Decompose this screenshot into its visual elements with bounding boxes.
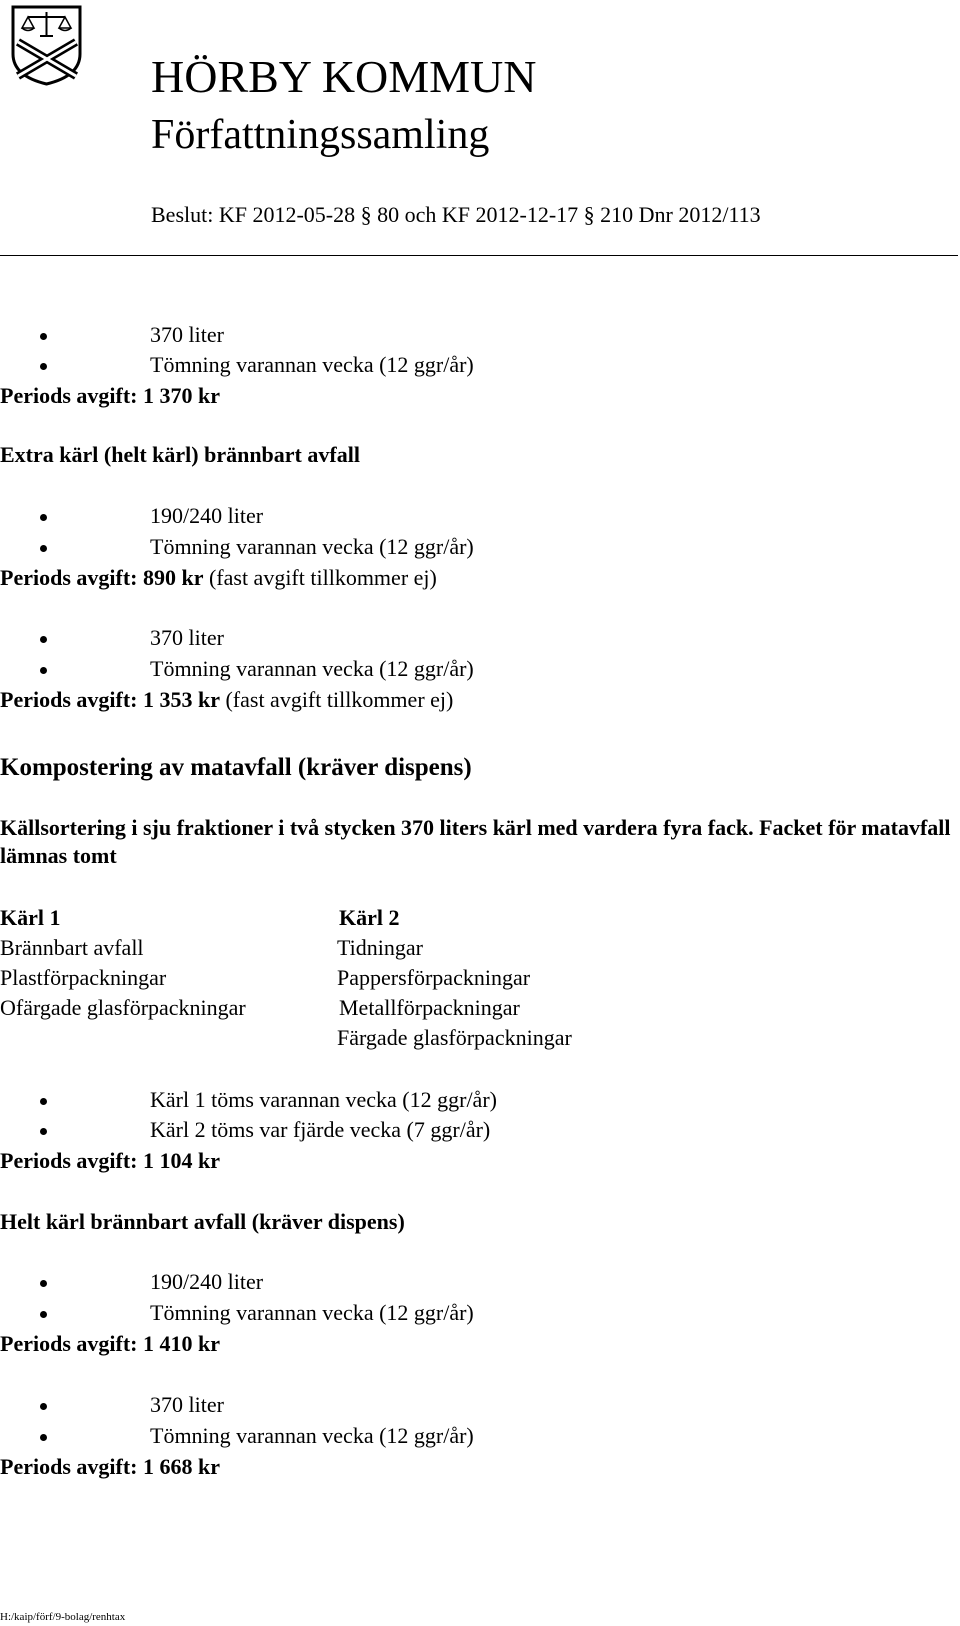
- section-heading: Kompostering av matavfall (kräver dispens): [0, 754, 472, 781]
- bullet-icon: [40, 636, 47, 643]
- bin-2-item: Pappersförpackningar: [337, 965, 531, 990]
- period-fee-note: (fast avgift tillkommer ej): [219, 687, 454, 712]
- section-heading: Helt kärl brännbart avfall (kräver dispens): [0, 1209, 405, 1234]
- bin-1-item: Plastförpackningar: [0, 965, 167, 990]
- municipality-title: HÖRBY KOMMUN: [151, 51, 537, 102]
- bullet-icon: [40, 1403, 47, 1410]
- list-item: Tömning varannan vecka (12 ggr/år): [150, 534, 474, 559]
- bullet-icon: [40, 1128, 47, 1135]
- period-fee: Periods avgift: 1 668 kr: [0, 1454, 220, 1479]
- bin-2-item: Tidningar: [337, 935, 423, 960]
- list-item: Kärl 1 töms varannan vecka (12 ggr/år): [150, 1087, 497, 1112]
- list-item: Tömning varannan vecka (12 ggr/år): [150, 656, 474, 681]
- period-fee: [0, 564, 437, 592]
- list-item: Tömning varannan vecka (12 ggr/år): [150, 1300, 474, 1325]
- period-fee: Periods avgift: 1 370 kr: [0, 383, 220, 408]
- coat-of-arms-icon: [10, 4, 83, 86]
- period-fee-note: (fast avgift tillkommer ej): [203, 565, 437, 590]
- bin-2-item: Metallförpackningar: [339, 995, 520, 1020]
- period-fee: Periods avgift: 1 410 kr: [0, 1331, 220, 1356]
- bullet-icon: [40, 1280, 47, 1287]
- header-divider: [0, 255, 958, 256]
- bullet-icon: [40, 1311, 47, 1318]
- period-fee-amount: Periods avgift: 890 kr: [0, 565, 204, 590]
- list-item: Tömning varannan vecka (12 ggr/år): [150, 1423, 474, 1448]
- bullet-icon: [40, 514, 47, 521]
- period-fee-amount: Periods avgift: 1 353 kr: [0, 687, 220, 712]
- period-fee: [0, 686, 453, 714]
- bin-1-item: Brännbart avfall: [0, 935, 144, 960]
- bullet-icon: [40, 363, 47, 370]
- decision-line: Beslut: KF 2012-05-28 § 80 och KF 2012-12-17 § 210 Dnr 2012/113: [151, 202, 761, 227]
- bin-2-item: Färgade glasförpackningar: [337, 1025, 572, 1050]
- bullet-icon: [40, 333, 47, 340]
- bullet-icon: [40, 667, 47, 674]
- list-item: 190/240 liter: [150, 503, 264, 528]
- bullet-icon: [40, 545, 47, 552]
- period-fee: Periods avgift: 1 104 kr: [0, 1148, 220, 1173]
- file-path-footer: H:/kaip/förf/9-bolag/renhtax: [0, 1611, 126, 1623]
- list-item: 190/240 liter: [150, 1269, 264, 1294]
- list-item: Tömning varannan vecka (12 ggr/år): [150, 352, 474, 377]
- list-item: 370 liter: [150, 1392, 224, 1417]
- list-item: 370 liter: [150, 322, 224, 347]
- bullet-icon: [40, 1098, 47, 1105]
- bin-2-heading: Kärl 2: [339, 905, 400, 930]
- collection-subtitle: Författningssamling: [151, 112, 490, 158]
- sorting-description: Källsortering i sju fraktioner i två stycken 370 liters kärl med vardera fyra fack. Facket för matavfall lämnas tomt: [0, 815, 951, 868]
- bullet-icon: [40, 1434, 47, 1441]
- section-heading: Extra kärl (helt kärl) brännbart avfall: [0, 442, 360, 467]
- list-item: Kärl 2 töms var fjärde vecka (7 ggr/år): [150, 1117, 491, 1142]
- bin-1-heading: Kärl 1: [0, 905, 61, 930]
- list-item: 370 liter: [150, 625, 224, 650]
- bin-1-item: Ofärgade glasförpackningar: [0, 995, 246, 1020]
